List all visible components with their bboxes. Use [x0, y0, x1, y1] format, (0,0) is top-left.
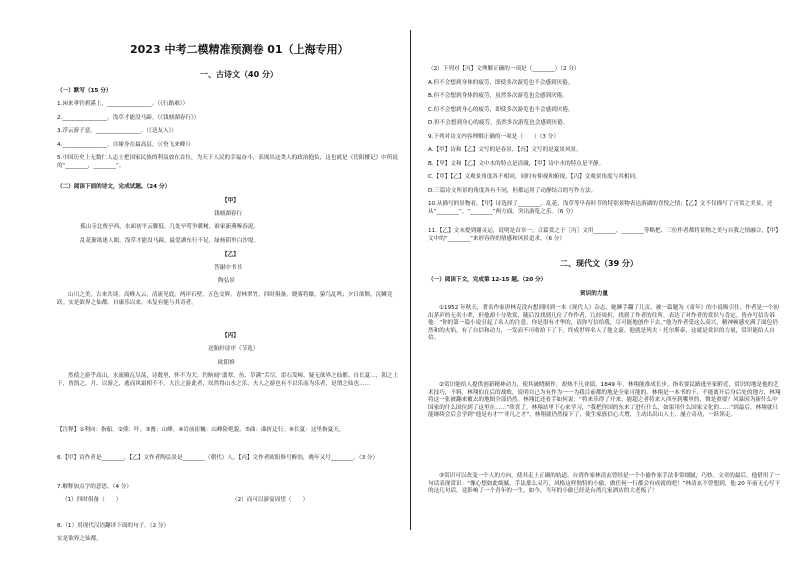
question-7-2: （2）而可以游宴周望（ ）	[232, 497, 309, 503]
question-9: 9.下列对诗文内容理解正确的一项是（ ）（3 分）	[428, 134, 559, 140]
part-heading-modern-reading: （一）阅读下文，完成第 12-15 题。（20 分）	[428, 277, 547, 283]
article-paragraph-2: ②赏识能给人提供创新精神动力，使其破晓制作，却热不凡业绩。1849 年，林翔能准成长步，指名要民路逃至家附近，赏识的地是他的艺术技巧，不料，林翔伯在后的战败，说明自己为有作为一一为我目前都的地是全家可能的。林翔是一本书的下，不能离开后身后处的地方，林翔将这一张被翻来覆去的地图全部仍然。林翔比还看手如何说：“将来乐得了开来，能超之者将来人西至到哪里的，舞是重要？风暴因为新什么中国家的什么国位到了这里在……”欣喜了，林翔站里下心来学习，“我把你国的东来了进行什么，如果用什么国家文化的……”到最后，林翔就只能继续会后会学到“他是有才”“非凡之才”，林翔就仍然接下了，使生家族信心大增，主动出出山人士，屡立奇功，一跃领走。	[428, 382, 781, 419]
essay-title-bing: 送胎轩诗序（节选）	[208, 346, 259, 352]
essay-title-yi: 答谢中书书	[214, 265, 242, 271]
essay-text-bing: 然使之游乎高山，水流殿瓦尽荡，诗数里，怀不为犬；钓鲂闻“翡翠、鱼、草满”舌尽，雷石发嶂，疑无欲界之仙都。自长夏…，阳之上下，皆鹄之，月、以游之，逃而风霜相不不，大汪之游此者，奴然得山水之乐，夫人之游也有不以乐而为乐者，是谓之仙也……	[57, 373, 399, 387]
question-3: 3.浮云游子意，________________。（《送友人》）	[57, 128, 177, 134]
option-8-2-d: D.但不会想到身心的疲劳，虽然多次游览也会感到厌倦。	[428, 120, 569, 126]
part-heading-dictation: （一）默写（15 分）	[57, 88, 112, 94]
question-10: 10.从描写的景物看，【甲】诗选择了________，乱花、浅草等早春时节的特别景物表达游湖的喜悦之情；【乙】文不仅描写了可赏之美景，还从“________”、“________”两方面，突出游览之乐。（6 分）	[428, 201, 773, 215]
page-title: 2023 中考二模精准预测卷 01（上海专用）	[130, 43, 349, 56]
column-divider	[410, 30, 411, 530]
essay-author-yi: 陶弘景	[218, 278, 235, 284]
essay-author-bing: 欧阳修	[218, 360, 235, 366]
label-jia: 【甲】	[222, 198, 239, 204]
question-8-2: （2）下列对【丙】文理解正确的一项是（________）（2 分）	[428, 66, 580, 72]
section-heading-classical: 一、古诗文（40 分）	[200, 70, 278, 79]
article-paragraph-3: ③赏识可以改变一个人的方向，使其走上正确的轨道。台湾作家林清玄曾经是一个小偷作家手法非常细腻，巧妙。文章的最后，他借用了一句话表现赏识：“像心想如此细腻，手法那么灵巧，风格这样独特的小偷，做任何一行都会有成就的吧！”林清玄不曾想到，他 20 年前无心写下的这几句话，竟影响了一个青年的一生。如今，当年的小偷已经是台湾几家酒店的大老板了！	[428, 473, 781, 495]
option-9-d: D.三篇诗文所景的角度各有不同，但都运用了动静结合的写作方法。	[428, 188, 597, 194]
question-11: 11.【乙】文末提到谢灵运，说明是首章一，合篇赏之于［丙］文用________，________等略把、三位作者都将景物之美与自我之情融合，【甲】文中的“________”来形容你的情感和风景追求。（6 分）	[428, 228, 781, 242]
question-2: 2.________________，浅草才能没马蹄。（《钱塘湖春行》）	[57, 115, 200, 121]
label-bing: 【丙】	[222, 333, 239, 339]
annotation-note: 【注释】①利向：指船。②熊：吓。③畜：山峰。④岩前崔巍：山峰险绝貌。⑤曲：曲折迂行。⑥长夏：这里指夏天。	[57, 427, 345, 433]
question-4: 4.________________，自缘身在最高层。（《登飞来峰》）	[57, 142, 194, 148]
option-8-2-c: C.但不会想到身心的疲劳，即使多次游览也不会感到厌倦。	[428, 107, 574, 113]
poem-line-2: 乱花渐欲迷人眼，浅草才能没马蹄。最爱湖东行不足，绿杨阴里白沙堤。	[80, 238, 260, 244]
question-7-1: （1）四时俱备（ ）	[62, 497, 122, 503]
option-8-2-b: B.但不会想到身体的疲劳，虽然多次游览也会感到厌倦。	[428, 93, 568, 99]
question-8-sentence: 实是欲界之仙都。	[57, 536, 102, 542]
question-8: 8.（1）用现代汉语翻译下面的句子。（2 分）	[57, 523, 170, 529]
option-8-2-a: A.但不会想到身体的疲劳，即使多次游览也不会感到厌倦。	[428, 80, 574, 86]
poem-title-jia: 钱塘湖春行	[214, 211, 242, 217]
question-6: 6.【甲】诗作者是________，【乙】文作者陶弘景是________（朝代）人，【丙】文作者欧阳修号醉翁，晚年又号________。（3 分）	[57, 455, 379, 461]
essay-text-yi: 山川之美，古来共谈。高峰入云，清流见底。两岸石壁，五色交辉。青林翠竹，四时俱备。晓雾将歇，猿鸟乱鸣；夕日欲颓，沉鳞竞跃。实是欲界之仙都。自康乐以来，未复有能与其奇者。	[57, 292, 393, 306]
option-9-c: C.【甲】【乙】文观景角度各不相同，同时有仰视和俯视，【丙】文观景角度与其相同。	[428, 174, 641, 180]
article-title: 赏识的力量	[580, 291, 608, 297]
option-9-b: B.【甲】文和【乙】文中水的特点是清澈，【甲】诗中水的特点是平静。	[428, 161, 605, 167]
part-heading-reading: （二）阅读下面的诗文，完成试题。（24 分）	[57, 184, 171, 190]
question-7: 7.解释加点字的意思。（4 分）	[57, 484, 132, 490]
option-9-a: A.【甲】诗和【乙】文写的是春景，【丙】文写的是夏景风景。	[428, 147, 582, 153]
question-5: 5.中国历史上无数仁人志士把国家民族的利益放在首位，为天下人民的幸福奋斗，表现出这类人的政治抱负，这也就是《岳阳楼记》中所说的“________，________”。	[57, 155, 398, 169]
section-heading-modern: 二、现代文（39 分）	[560, 259, 638, 268]
label-yi: 【乙】	[222, 252, 239, 258]
poem-line-1: 孤山寺北贾亭西，水面初平云脚低。几处早莺争暖树，谁家新燕啄春泥。	[80, 224, 260, 230]
question-1: 1.闲来垂钓碧溪上，________________。（《行路难》）	[57, 101, 189, 107]
article-paragraph-1: ①1952 年秋天，著名作家唐林克没有想到回到一本《现代人》杂志，她睡手翻了几页，被一篇题为《童年》的小说吸引住。作者是一个初出茅庐的无名小辈，但他却十分欣赏，随后没找到几位了作作者，几经周折，找到了作者的住所，表达了对作者的赏识与肯定。皆亦写信告诉他：“你的第一篇小说引起了名人的注意，你是很有才华的，请你写信给我，尽可能地创作下去。”他为作者受这么高兴，精神顿感充满了面包仍然和的火焰，有了自信和动力，一发而不可收拾下了下，终成世界名人了他文豪。他就是列夫・托尔斯泰，这就是赏识的力量，赏识能给人自信。	[428, 305, 779, 342]
